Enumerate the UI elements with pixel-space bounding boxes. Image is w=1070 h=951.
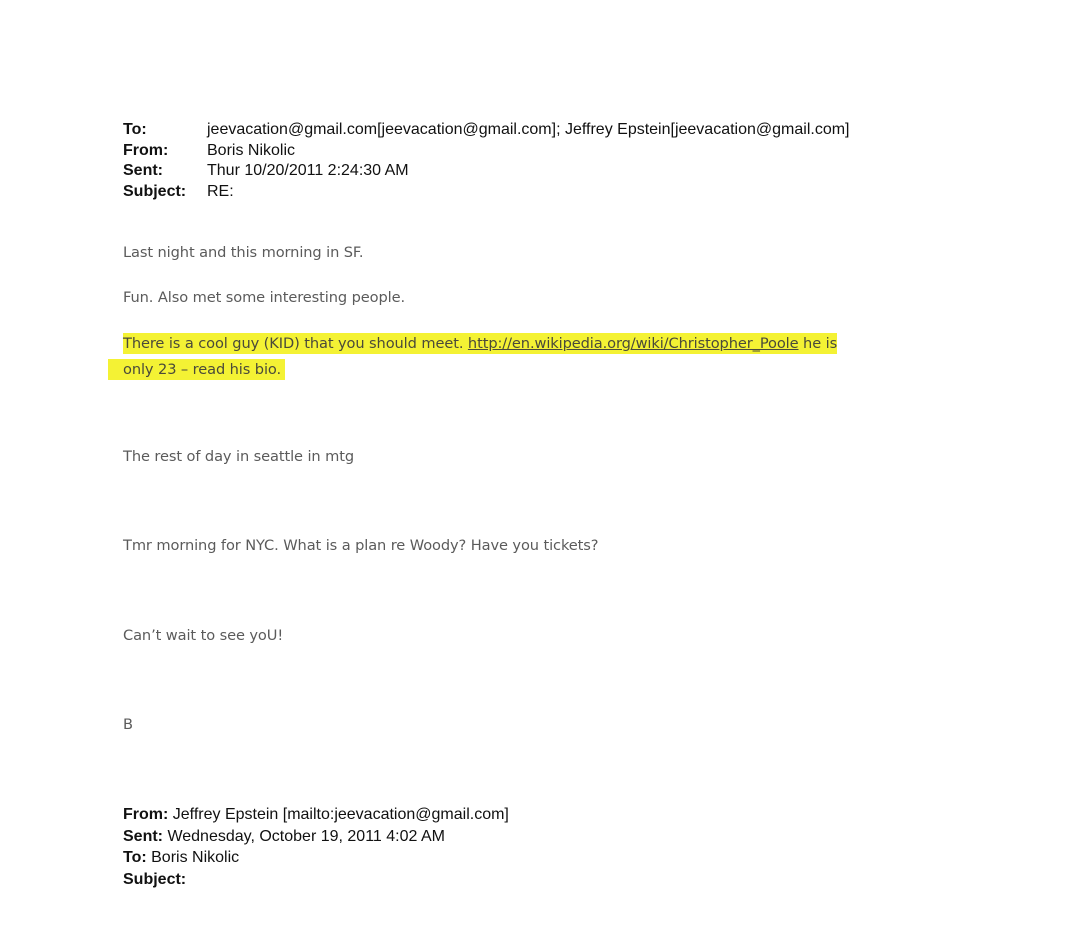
body-signature: B [123,716,133,733]
highlighted-line-1 [123,335,837,352]
header-to-row [123,120,850,141]
header-subject-row [123,182,850,203]
to-label: To: [123,121,147,138]
sent-label: Sent: [123,162,163,179]
header-from-row [123,141,850,162]
wikipedia-link[interactable]: http://en.wikipedia.org/wiki/Christopher_Poole [467,335,799,352]
subject-value: RE: [207,182,234,200]
quoted-from-row [123,804,509,826]
highlight-text-2: he is [798,335,838,352]
quoted-from-value: Jeffrey Epstein [mailto:jeevacation@gmail.com] [168,806,509,823]
body-line-6: Can’t wait to see yoU! [123,627,284,644]
body-line-5: Tmr morning for NYC. What is a plan re Woody? Have you tickets? [123,537,599,554]
subject-label: Subject: [123,182,187,200]
quoted-from-label: From: [123,806,169,823]
highlighted-line-2 [108,361,285,378]
body-line-1: Last night and this morning in SF. [123,244,364,261]
quoted-to-row [123,847,509,869]
sent-value: Thur 10/20/2011 2:24:30 AM [207,162,409,179]
quoted-subject-label: Subject: [123,870,187,888]
highlight-text-1: There is a cool guy (KID) that you should meet. [123,335,468,352]
to-value: jeevacation@gmail.com[jeevacation@gmail.com]; Jeffrey Epstein[jeevacation@gmail.com] [207,121,850,138]
header-sent-row [123,161,850,182]
highlight-text-3: only 23 – read his bio. [108,359,285,380]
quoted-sent-value: Wednesday, October 19, 2011 4:02 AM [163,827,445,845]
quoted-to-label: To: [123,849,147,866]
quoted-header [123,804,509,890]
body-line-2: Fun. Also met some interesting people. [123,289,406,306]
quoted-to-value: Boris Nikolic [146,849,240,866]
from-label: From: [123,141,169,159]
quoted-sent-label: Sent: [123,827,163,845]
quoted-sent-row [123,826,509,848]
body-line-4: The rest of day in seattle in mtg [123,448,355,465]
from-value: Boris Nikolic [207,141,296,159]
quoted-subject-row [123,869,509,891]
email-header [123,120,850,202]
